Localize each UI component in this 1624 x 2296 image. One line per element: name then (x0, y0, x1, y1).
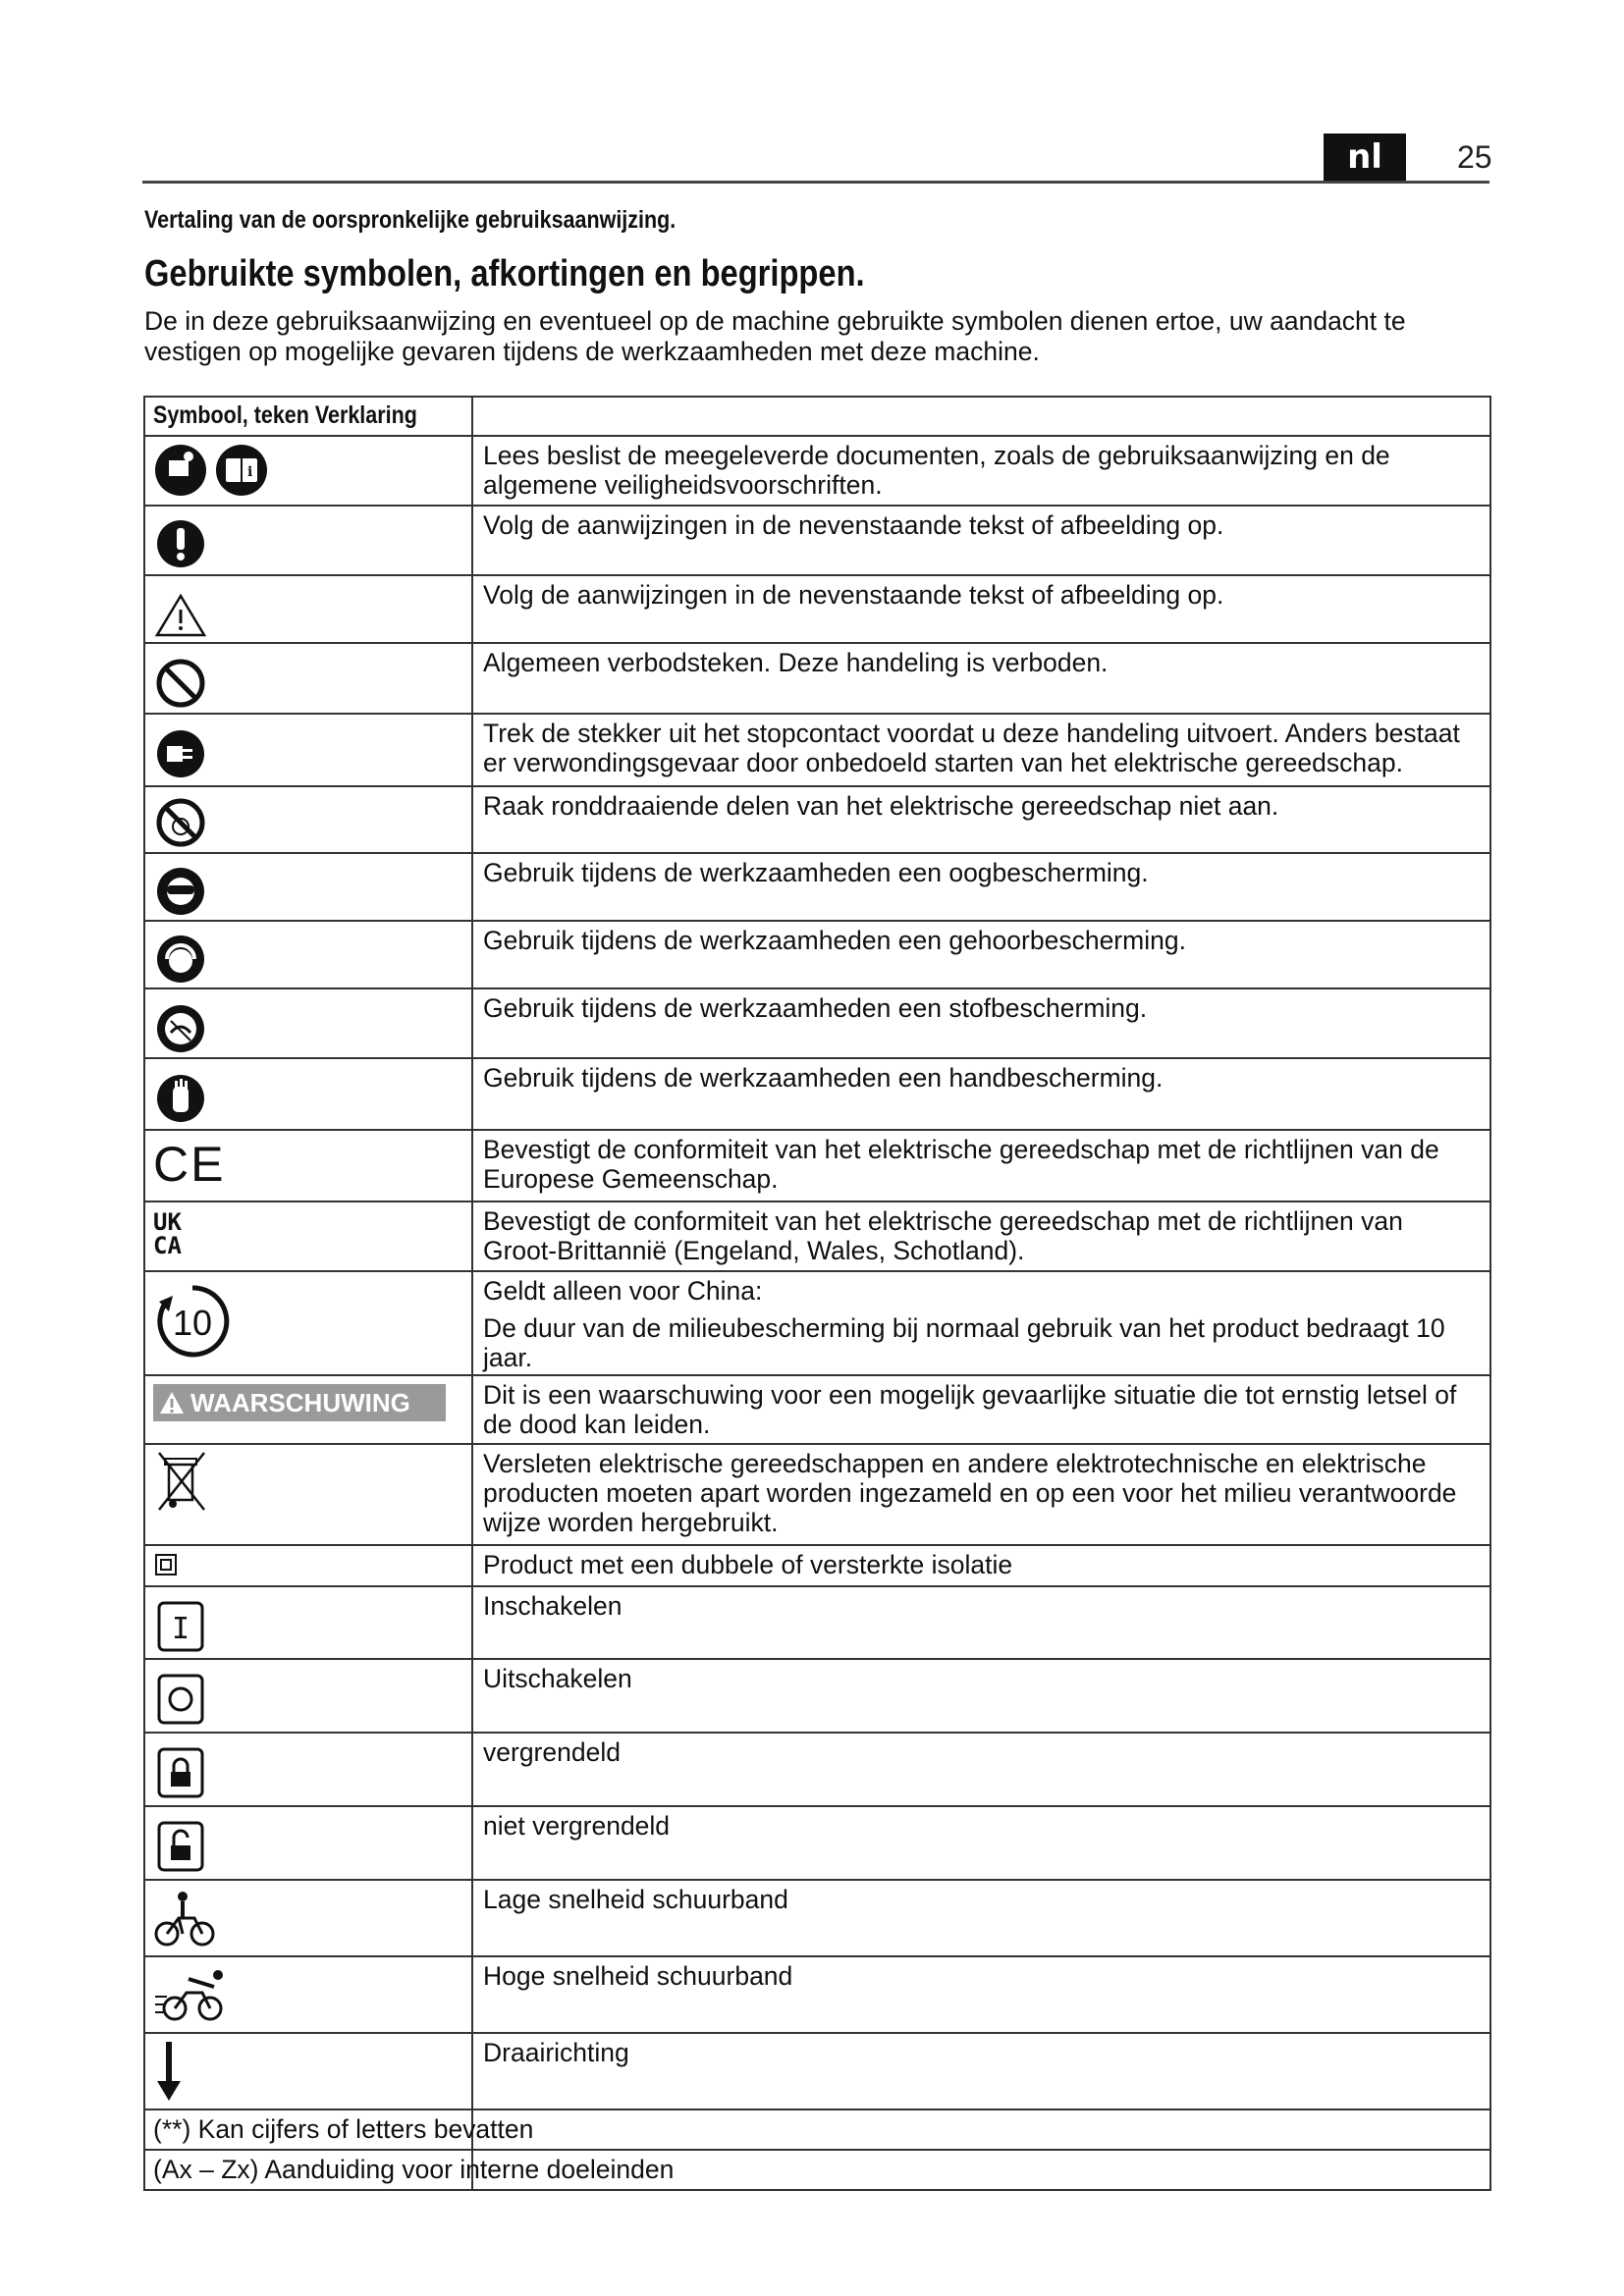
ukca-line-1: UK (153, 1208, 182, 1236)
row-text: niet vergrendeld (472, 1806, 1490, 1880)
svg-text:I: I (171, 1612, 190, 1646)
svg-text:i: i (247, 464, 253, 480)
table-row (144, 1586, 1490, 1659)
table-row (144, 575, 1490, 643)
read-manual-icon (153, 439, 281, 498)
table-row (144, 436, 1490, 506)
locked-icon (153, 1735, 212, 1800)
row-text: Gebruik tijdens de werkzaamheden een oogbescherming. (472, 853, 1490, 921)
dust-mask-icon (153, 991, 212, 1054)
row-text: Geldt alleen voor China: (483, 1276, 763, 1306)
row-text: Raak ronddraaiende delen van het elektrische gereedschap niet aan. (472, 786, 1490, 853)
row-text: Bevestigt de conformiteit van het elektrische gereedschap met de richtlijnen van Groot-Brittannië (Engeland, Wales, Schotland). (472, 1201, 1490, 1271)
row-text-secondary: De duur van de milieubescherming bij normaal gebruik van het product bedraagt 10 jaar. (483, 1313, 1445, 1372)
table-row (144, 1880, 1490, 1956)
table-header-label: Symbool, teken Verklaring (153, 401, 417, 429)
ce-mark-icon: CE (153, 1137, 226, 1192)
table-row (144, 1806, 1490, 1880)
ukca-mark-icon (153, 1210, 463, 1257)
table-row (144, 1444, 1490, 1545)
no-touch-rotating-icon (153, 789, 212, 850)
double-insulation-icon (153, 1548, 183, 1577)
row-text: vergrendeld (472, 1733, 1490, 1806)
header-rule (142, 181, 1489, 184)
footer-row (144, 2109, 1490, 2150)
eye-protection-icon (153, 856, 212, 917)
table-row (144, 921, 1490, 988)
row-text: Inschakelen (472, 1586, 1490, 1659)
switch-on-icon (153, 1589, 212, 1654)
unplug-icon (153, 717, 212, 779)
row-text: Dit is een waarschuwing voor een mogelijk gevaarlijke situatie die tot ernstig letsel of de dood kan leiden. (472, 1375, 1490, 1444)
document-subtitle: Vertaling van de oorspronkelijke gebruiksaanwijzing. (144, 206, 677, 234)
row-text: Versleten elektrische gereedschappen en andere elektrotechnische en elektrische producten moeten apart worden ingezameld en op een voor het milieu verantwoorde wijze worden hergebruikt. (472, 1444, 1490, 1545)
row-text: Hoge snelheid schuurband (472, 1956, 1490, 2033)
footer-row (144, 2150, 1490, 2190)
ukca-line-2: CA (153, 1232, 182, 1259)
row-text: Volg de aanwijzingen in de nevenstaande tekst of afbeelding op. (472, 506, 1490, 575)
warning-badge-label: WAARSCHUWING (190, 1388, 410, 1417)
warning-triangle-icon (153, 578, 212, 639)
arrow-down-icon (153, 2036, 192, 2107)
language-badge: nl (1324, 133, 1406, 181)
footer-note-1: (**) Kan cijfers of letters bevatten (153, 2114, 534, 2144)
table-row (144, 988, 1490, 1058)
symbols-table (143, 396, 1491, 2191)
switch-off-icon (153, 1662, 212, 1727)
table-row (144, 2033, 1490, 2109)
fast-bicycle-icon (153, 1959, 232, 2028)
ear-protection-icon (153, 924, 212, 985)
row-text: Trek de stekker uit het stopcontact voordat u deze handeling uitvoert. Anders bestaat er verwondingsgevaar door onbedoeld starten van het elektrische gereedschap. (472, 714, 1490, 786)
row-text: Lage snelheid schuurband (472, 1880, 1490, 1956)
china-efup-10-icon (153, 1274, 232, 1368)
table-row (144, 786, 1490, 853)
slow-bicycle-icon (153, 1883, 222, 1951)
warning-triangle-small-icon (159, 1391, 185, 1415)
row-text: Gebruik tijdens de werkzaamheden een stofbescherming. (472, 988, 1490, 1058)
row-text: Lees beslist de meegeleverde documenten, zoals de gebruiksaanwijzing en de algemene veiligheidsvoorschriften. (472, 436, 1490, 506)
weee-bin-icon (153, 1447, 212, 1516)
table-row (144, 1659, 1490, 1733)
row-text: Product met een dubbele of versterkte isolatie (472, 1545, 1490, 1586)
row-text: Draairichting (472, 2033, 1490, 2109)
table-row (144, 643, 1490, 714)
row-text: Algemeen verbodsteken. Deze handeling is verboden. (472, 643, 1490, 714)
section-intro: De in deze gebruiksaanwijzing en eventueel op de machine gebruikte symbolen dienen ertoe, uw aandacht te vestigen op mogelijke gevaren tijdens de werkzaamheden met deze machine. (144, 306, 1406, 366)
page-number: 25 (1457, 139, 1492, 175)
footer-note-2: (Ax – Zx) Aanduiding voor interne doeleinden (153, 2155, 675, 2184)
table-header-cell (144, 397, 472, 436)
table-row (144, 1201, 1490, 1271)
warning-badge-icon (153, 1384, 446, 1421)
table-header-row (144, 397, 1490, 436)
row-text: Gebruik tijdens de werkzaamheden een handbescherming. (472, 1058, 1490, 1130)
row-text: Bevestigt de conformiteit van het elektrische gereedschap met de richtlijnen van de Europese Gemeenschap. (472, 1130, 1490, 1201)
table-row (144, 1058, 1490, 1130)
table-row (144, 1956, 1490, 2033)
table-row (144, 853, 1490, 921)
table-row (144, 1271, 1490, 1375)
table-row (144, 1733, 1490, 1806)
row-text: Volg de aanwijzingen in de nevenstaande tekst of afbeelding op. (472, 575, 1490, 643)
efup-number: 10 (172, 1303, 213, 1343)
table-row (144, 506, 1490, 575)
prohibition-icon (153, 646, 212, 709)
table-row (144, 1130, 1490, 1201)
gloves-icon (153, 1061, 212, 1124)
row-text: Gebruik tijdens de werkzaamheden een gehoorbescherming. (472, 921, 1490, 988)
row-text: Uitschakelen (472, 1659, 1490, 1733)
unlocked-icon (153, 1809, 212, 1874)
mandatory-exclamation-icon (153, 508, 212, 569)
table-row (144, 714, 1490, 786)
table-row (144, 1545, 1490, 1586)
table-row (144, 1375, 1490, 1444)
section-title: Gebruikte symbolen, afkortingen en begrippen. (144, 253, 865, 294)
